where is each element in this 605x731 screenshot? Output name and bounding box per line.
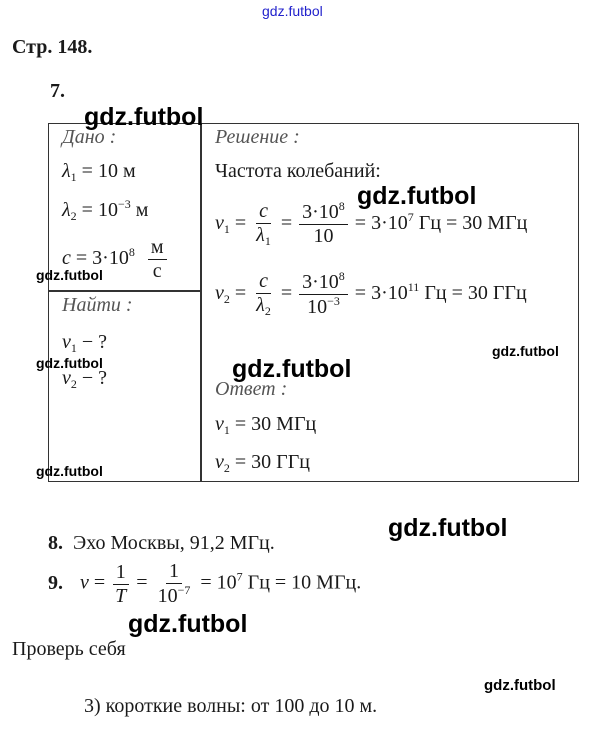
answer-nu1: $\nu_1 = 30$ МГц (215, 413, 317, 437)
answer-title: Ответ : (215, 378, 288, 400)
find-title: Найти : (62, 294, 133, 316)
watermark-8: gdz.futbol (36, 463, 103, 479)
watermark-top: gdz.futbol (262, 3, 323, 19)
watermark-5: gdz.futbol (128, 610, 248, 638)
frequency-label: Частота колебаний: (215, 160, 381, 182)
answer-nu2: $\nu_2 = 30$ ГГц (215, 451, 310, 475)
find-nu1: $\nu_1$ − ? (62, 331, 108, 355)
watermark-2: gdz.futbol (357, 182, 477, 210)
task7-number: 7. (50, 80, 65, 102)
given-c: $c = 3\cdot 10^8$ $\frac{м}{с}$ (62, 236, 169, 283)
task9: 9. ν = $\frac{1}{T}$ = $\frac{1}{10^{-7}}$ = $10^7$ Гц = 10 МГц. (48, 560, 362, 607)
check-title: Проверь себя (12, 638, 126, 660)
page-header: Стр. 148. (12, 36, 93, 58)
given-lambda2: $\lambda_2 = 10^{-3}$ м (62, 197, 149, 223)
given-lambda1: $\lambda_1 = 10$ м (62, 160, 136, 184)
given-title: Дано : (62, 126, 117, 148)
watermark-6: gdz.futbol (36, 267, 103, 283)
find-nu2: $\nu_2$ − ? (62, 367, 108, 391)
solution-title: Решение : (215, 126, 300, 148)
table-divider-horizontal (48, 290, 201, 292)
task8: 8. Эхо Москвы, 91,2 МГц. (48, 532, 275, 554)
watermark-1: gdz.futbol (84, 103, 204, 131)
watermark-4: gdz.futbol (388, 514, 508, 542)
equation-nu1: $\nu_1$ = $\frac{c}{\lambda_1}$ = $\frac{3\cdot 10^8}{10}$ = $3\cdot 10^7$ Гц = 30 МГц (215, 199, 528, 248)
check-answer: 3) короткие волны: от 100 до 10 м. (84, 695, 378, 717)
watermark-3: gdz.futbol (232, 355, 352, 383)
watermark-9: gdz.futbol (492, 343, 559, 359)
watermark-7: gdz.futbol (36, 355, 103, 371)
equation-nu2: $\nu_2$ = $\frac{c}{\lambda_2}$ = $\frac{3\cdot 10^8}{10^{-3}}$ = $3\cdot 10^{11}$ Гц = 30 ГГц (215, 269, 527, 319)
watermark-10: gdz.futbol (484, 677, 556, 694)
table-divider-vertical (200, 123, 202, 482)
